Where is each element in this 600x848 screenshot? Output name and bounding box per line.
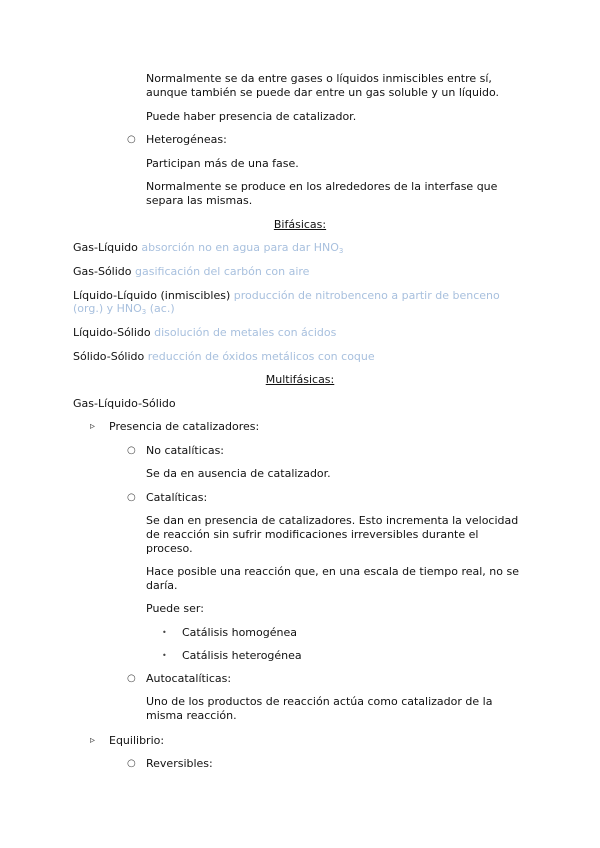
- heterogeneas-label: Heterogéneas:: [146, 133, 227, 146]
- bifasica-item: [73, 241, 343, 255]
- bifasica-example: disolución de metales con ácidos: [154, 326, 337, 339]
- catalisis-heterogenea: Catálisis heterogénea: [182, 649, 302, 662]
- bifasicas-heading: Bifásicas:: [273, 218, 327, 231]
- autocataliticas-label: Autocatalíticas:: [146, 672, 232, 685]
- intro-line-1: Normalmente se da entre gases o líquidos inmiscibles entre sí,: [146, 72, 492, 85]
- cataliticas-p2-line1: Hace posible una reacción que, en una escala de tiempo real, no se: [146, 565, 520, 578]
- heterogeneas-p2-line2: separa las mismas.: [146, 194, 253, 207]
- cataliticas-p1-line2: de reacción sin sufrir modificaciones irreversibles durante el: [146, 528, 479, 541]
- cataliticas-p3: Puede ser:: [146, 602, 204, 615]
- catalisis-homogenea: Catálisis homogénea: [182, 626, 297, 639]
- no-cataliticas-label: No catalíticas:: [146, 444, 225, 457]
- bifasica-example-line2: (org.) y $HNO_3$ (ac.): [73, 302, 175, 316]
- circle-bullet-icon: ○: [127, 758, 136, 769]
- autocataliticas-line1: Uno de los productos de reacción actúa como catalizador de la: [146, 695, 493, 708]
- triangle-bullet-icon: ▹: [90, 421, 96, 432]
- bifasica-term: Líquido-Líquido (inmiscibles): [73, 289, 231, 302]
- bifasica-example: gasificación del carbón con aire: [135, 265, 310, 278]
- cataliticas-p2-line2: daría.: [146, 579, 178, 592]
- cataliticas-p1-line1: Se dan en presencia de catalizadores. Esto incrementa la velocidad: [146, 514, 519, 527]
- bifasica-item: [73, 289, 500, 303]
- bifasica-term: Gas-Líquido: [73, 241, 138, 254]
- multifasicas-heading: Multifásicas:: [265, 373, 335, 386]
- bifasica-example: producción de nitrobenceno a partir de benceno: [233, 289, 500, 302]
- bifasica-term: Sólido-Sólido: [73, 350, 145, 363]
- heterogeneas-p2-line1: Normalmente se produce en los alrededores de la interfase que: [146, 180, 498, 193]
- bifasica-term: Gas-Sólido: [73, 265, 132, 278]
- cataliticas-p1-line3: proceso.: [146, 542, 193, 555]
- heterogeneas-p1: Participan más de una fase.: [146, 157, 299, 170]
- circle-bullet-icon: ○: [127, 445, 136, 456]
- bifasica-item: [73, 326, 336, 340]
- intro-catalyst-note: Puede haber presencia de catalizador.: [146, 110, 357, 123]
- bifasica-item: [73, 265, 309, 279]
- bifasica-example: absorción no en agua para dar $HNO_3$: [141, 241, 344, 255]
- reversibles-label: Reversibles:: [146, 757, 213, 770]
- circle-bullet-icon: ○: [127, 492, 136, 503]
- bifasica-example: reducción de óxidos metálicos con coque: [147, 350, 375, 363]
- circle-bullet-icon: ○: [127, 673, 136, 684]
- intro-line-2: aunque también se puede dar entre un gas soluble y un líquido.: [146, 86, 500, 99]
- no-cataliticas-text: Se da en ausencia de catalizador.: [146, 467, 331, 480]
- bifasica-term: Líquido-Sólido: [73, 326, 151, 339]
- dot-bullet-icon: •: [162, 651, 167, 660]
- circle-bullet-icon: ○: [127, 134, 136, 145]
- autocataliticas-line2: misma reacción.: [146, 709, 237, 722]
- dot-bullet-icon: •: [162, 628, 167, 637]
- gas-liquido-solido: Gas-Líquido-Sólido: [73, 397, 176, 410]
- bifasica-item: [73, 350, 375, 364]
- catalizadores-label: Presencia de catalizadores:: [109, 420, 260, 433]
- equilibrio-label: Equilibrio:: [109, 734, 165, 747]
- triangle-bullet-icon: ▹: [90, 735, 96, 746]
- cataliticas-label: Catalíticas:: [146, 491, 208, 504]
